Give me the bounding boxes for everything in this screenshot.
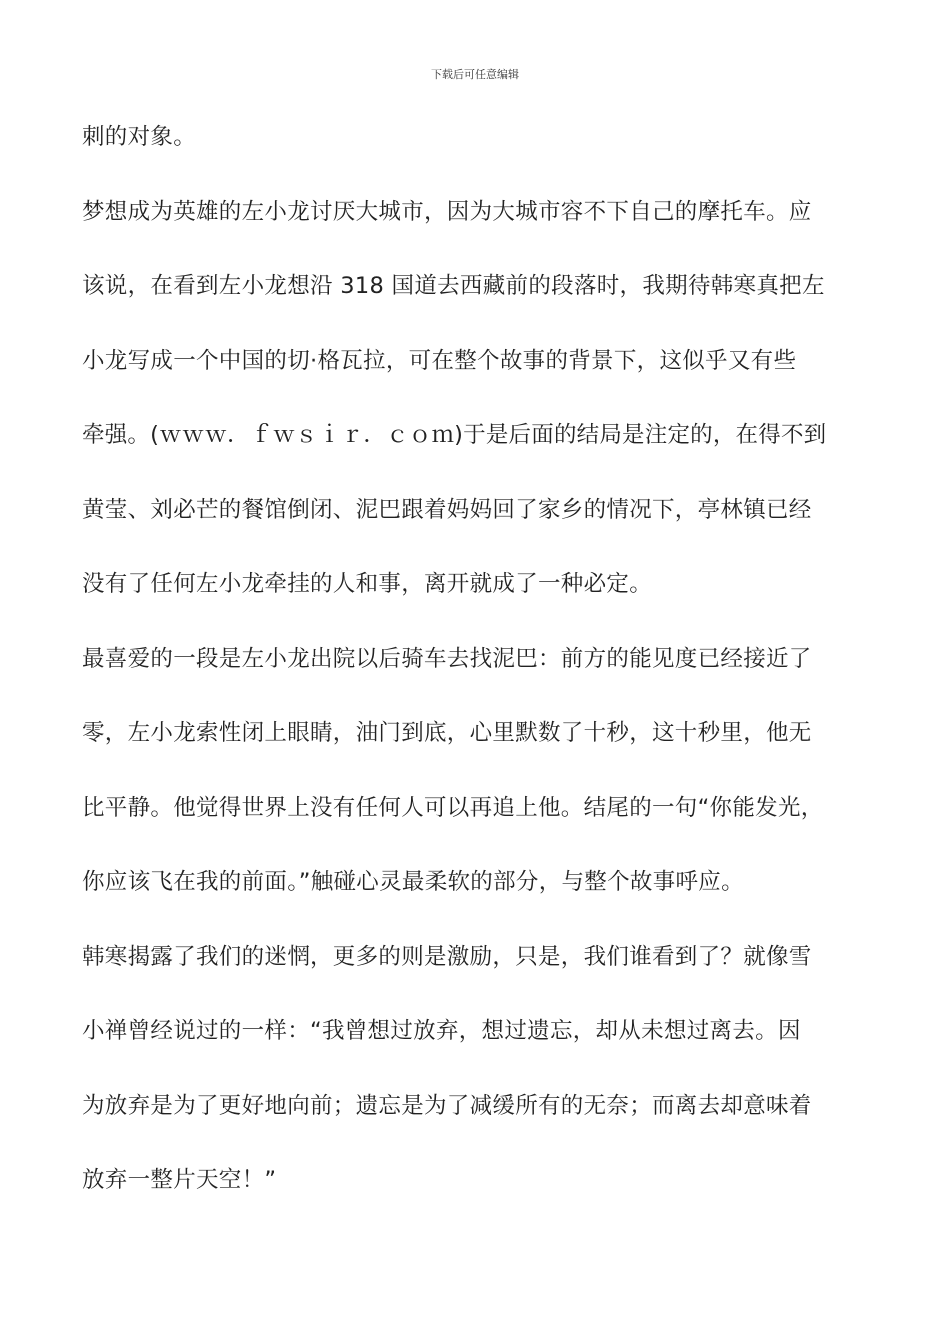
text-line: 放弃一整片天空！”	[82, 1167, 277, 1193]
text-line: 小禅曾经说过的一样：“我曾想过放弃，想过遗忘，却从未想过离去。因	[82, 1018, 801, 1044]
text-line: 牵强。(ｗｗｗ．ｆｗｓｉｒ．ｃｏｍ)于是后面的结局是注定的，在得不到	[82, 422, 827, 448]
document-body	[82, 112, 882, 1230]
text-line: 零，左小龙索性闭上眼睛，油门到底，心里默数了十秒，这十秒里，他无	[82, 720, 812, 746]
text-line: 没有了任何左小龙牵挂的人和事，离开就成了一种必定。	[82, 571, 653, 597]
text-line: 梦想成为英雄的左小龙讨厌大城市，因为大城市容不下自己的摩托车。应	[82, 198, 812, 225]
text-line: 最喜爱的一段是左小龙出院以后骑车去找泥巴：前方的能见度已经接近了	[82, 645, 812, 672]
text-line: 为放弃是为了更好地向前；遗忘是为了减缓所有的无奈；而离去却意味着	[82, 1092, 812, 1119]
text-line: 黄莹、刘必芒的餐馆倒闭、泥巴跟着妈妈回了家乡的情况下，亭林镇已经	[82, 496, 812, 523]
text-line: 你应该飞在我的前面。”触碰心灵最柔软的部分，与整个故事呼应。	[82, 869, 744, 895]
text-line: 刺的对象。	[82, 124, 197, 150]
text-line: 该说，在看到左小龙想沿 318 国道去西藏前的段落时，我期待韩寒真把左	[82, 273, 825, 299]
page-header: 下载后可任意编辑	[431, 68, 519, 81]
text-line: 比平静。他觉得世界上没有任何人可以再追上他。结尾的一句“你能发光，	[82, 794, 824, 821]
text-line: 韩寒揭露了我们的迷惘，更多的则是激励，只是，我们谁看到了？就像雪	[82, 943, 812, 970]
text-line: 小龙写成一个中国的切·格瓦拉，可在整个故事的背景下，这似乎又有些	[82, 347, 797, 374]
